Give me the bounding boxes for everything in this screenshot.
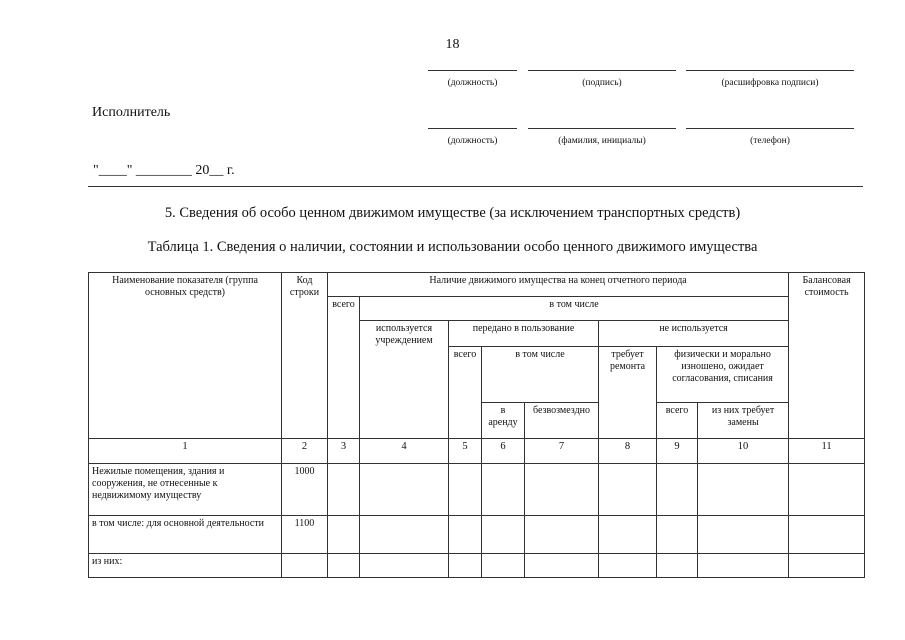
executor-label: Исполнитель	[92, 105, 171, 120]
position-caption: (должность)	[447, 78, 498, 88]
signature-line	[528, 70, 676, 71]
header-availability: Наличие движимого имущества на конец отчетного периода	[328, 273, 789, 297]
executor-phone-line	[686, 128, 854, 129]
header-free: безвозмездно	[525, 403, 599, 439]
data-cell[interactable]	[698, 554, 789, 578]
table-title: Таблица 1. Сведения о наличии, состоянии и использовании особо ценного движимого имущества	[147, 239, 758, 255]
data-cell[interactable]	[449, 554, 482, 578]
header-balance: Балансовая стоимость	[789, 273, 865, 439]
date-field: "____" ________ 20__ г.	[93, 163, 235, 178]
column-number: 11	[789, 439, 865, 464]
section-title: 5. Сведения об особо ценном движимом имуществе (за исключением транспортных средств)	[164, 205, 741, 221]
header-including: в том числе	[360, 297, 789, 321]
data-cell[interactable]	[599, 516, 657, 554]
column-number: 1	[89, 439, 282, 464]
signature-decoding-caption: (расшифровка подписи)	[721, 78, 819, 88]
data-cell[interactable]	[328, 554, 360, 578]
header-transferred-total: всего	[449, 347, 482, 439]
executor-phone-caption: (телефон)	[750, 136, 790, 146]
row-name: Нежилые помещения, здания и сооружения, не отнесенные к недвижимому имуществу	[89, 464, 282, 516]
data-cell[interactable]	[482, 516, 525, 554]
header-code: Код строки	[282, 273, 328, 439]
data-cell[interactable]	[525, 516, 599, 554]
column-number: 9	[657, 439, 698, 464]
row-code	[282, 554, 328, 578]
data-cell[interactable]	[698, 516, 789, 554]
executor-name-line	[528, 128, 676, 129]
signature-decoding-line	[686, 70, 854, 71]
executor-name-caption: (фамилия, инициалы)	[558, 136, 646, 146]
header-worn: физически и морально изношено, ожидает согласования, списания	[657, 347, 789, 403]
header-used: используется учреждением	[360, 321, 449, 439]
page-number: 18	[445, 37, 460, 52]
data-cell[interactable]	[360, 516, 449, 554]
position-line	[428, 70, 517, 71]
divider	[88, 186, 863, 187]
header-rent: в аренду	[482, 403, 525, 439]
table-row	[89, 464, 865, 516]
header-transferred: передано в пользование	[449, 321, 599, 347]
data-cell[interactable]	[449, 516, 482, 554]
header-total: всего	[328, 297, 360, 439]
data-cell[interactable]	[360, 464, 449, 516]
data-cell[interactable]	[789, 554, 865, 578]
header-replace: из них требует замены	[698, 403, 789, 439]
column-number: 4	[360, 439, 449, 464]
column-number: 3	[328, 439, 360, 464]
data-cell[interactable]	[525, 464, 599, 516]
row-name: в том числе: для основной деятельности	[89, 516, 282, 554]
data-cell[interactable]	[482, 554, 525, 578]
data-cell[interactable]	[449, 464, 482, 516]
column-number: 2	[282, 439, 328, 464]
column-number: 5	[449, 439, 482, 464]
data-cell[interactable]	[328, 516, 360, 554]
row-code: 1100	[282, 516, 328, 554]
data-cell[interactable]	[657, 554, 698, 578]
column-number: 8	[599, 439, 657, 464]
data-cell[interactable]	[525, 554, 599, 578]
column-numbers-row	[89, 439, 865, 464]
data-cell[interactable]	[328, 464, 360, 516]
data-cell[interactable]	[360, 554, 449, 578]
signature-caption: (подпись)	[582, 78, 622, 88]
data-cell[interactable]	[789, 464, 865, 516]
header-name: Наименование показателя (группа основных средств)	[89, 273, 282, 439]
row-name: из них:	[89, 554, 282, 578]
row-code: 1000	[282, 464, 328, 516]
column-number: 6	[482, 439, 525, 464]
executor-position-line	[428, 128, 517, 129]
data-cell[interactable]	[599, 554, 657, 578]
header-transferred-including: в том числе	[482, 347, 599, 403]
data-cell[interactable]	[657, 516, 698, 554]
column-number: 7	[525, 439, 599, 464]
table-row	[89, 554, 865, 578]
data-cell[interactable]	[482, 464, 525, 516]
header-repair: требует ремонта	[599, 347, 657, 439]
property-table	[88, 272, 865, 578]
header-worn-total: всего	[657, 403, 698, 439]
data-cell[interactable]	[599, 464, 657, 516]
table-row	[89, 516, 865, 554]
header-not-used: не используется	[599, 321, 789, 347]
data-cell[interactable]	[789, 516, 865, 554]
data-cell[interactable]	[698, 464, 789, 516]
data-cell[interactable]	[657, 464, 698, 516]
executor-position-caption: (должность)	[447, 136, 498, 146]
column-number: 10	[698, 439, 789, 464]
